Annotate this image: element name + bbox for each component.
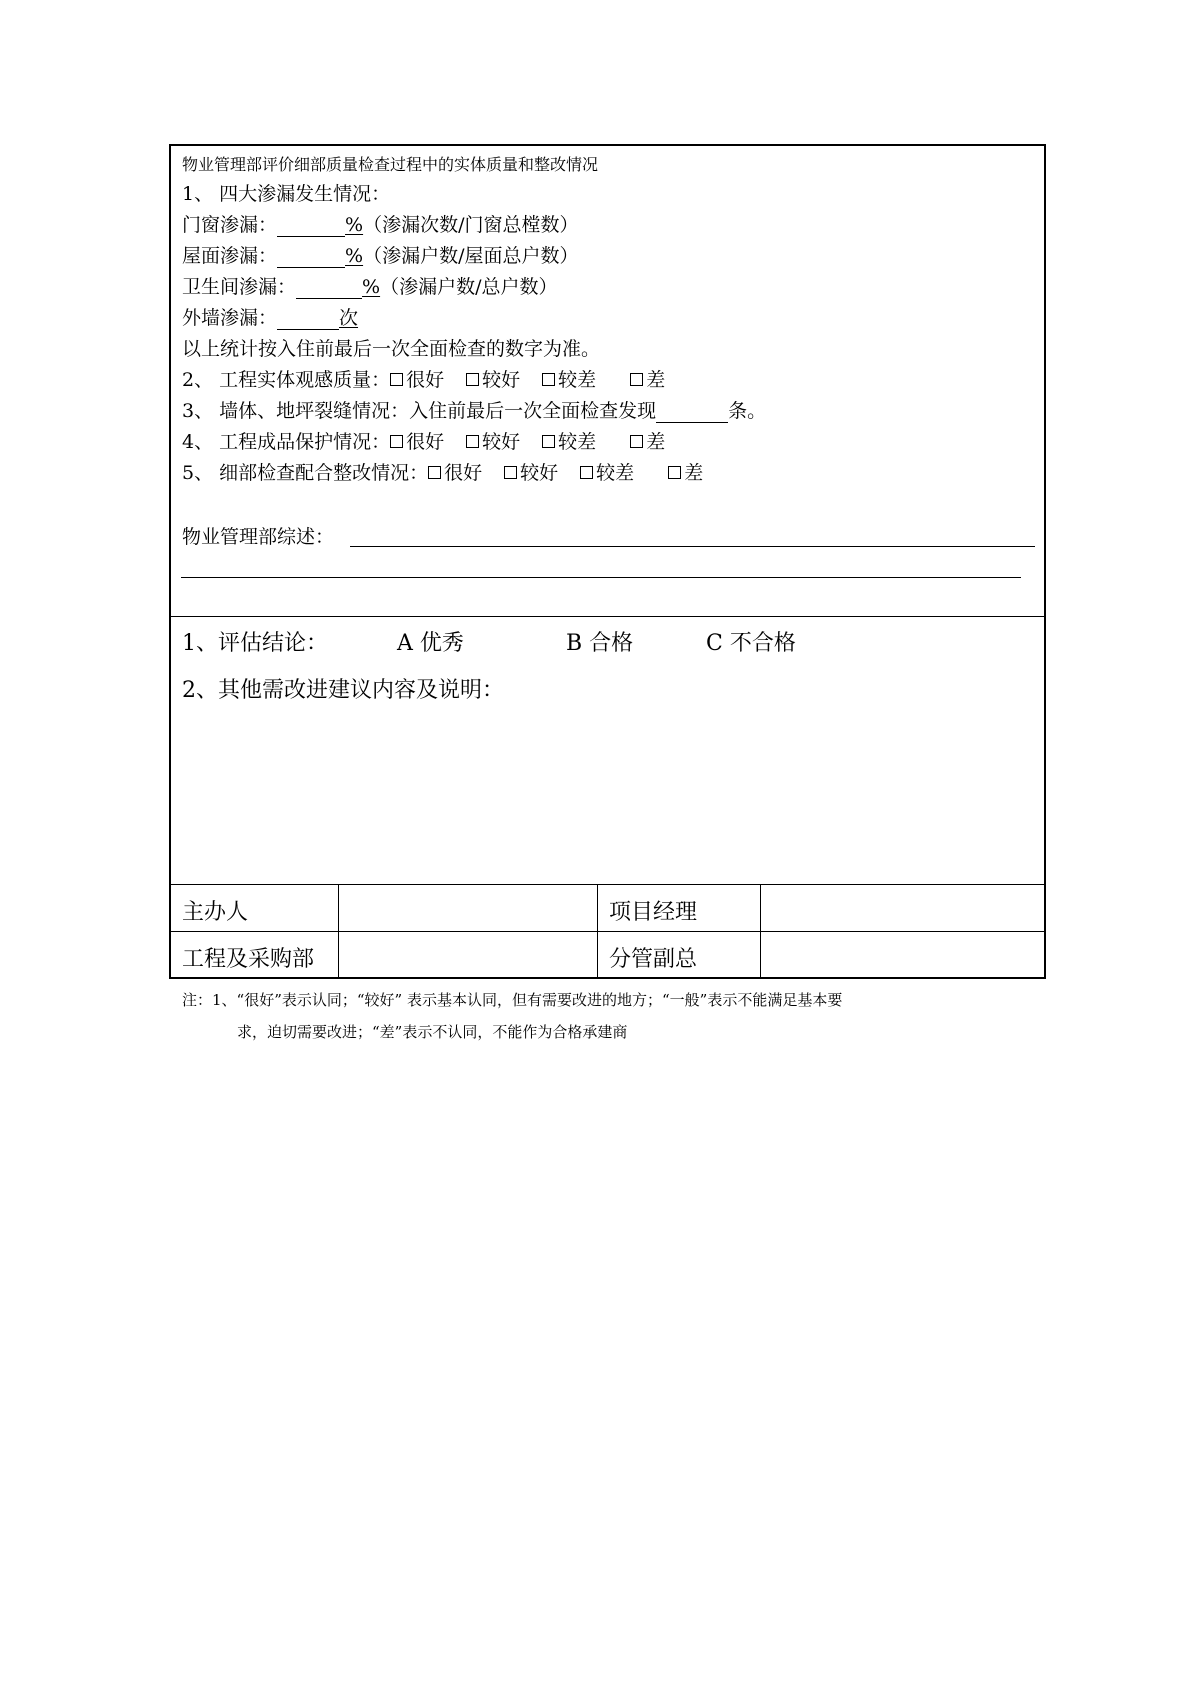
crack-unit: 条。 — [728, 400, 767, 422]
deputy-gm-label: 分管副总 — [609, 947, 698, 972]
checkbox[interactable] — [542, 435, 555, 448]
appearance-quality-label: 2、 工程实体观感质量： — [182, 369, 391, 391]
option-bad[interactable]: 差 — [630, 368, 665, 392]
option-poor[interactable]: 较差 — [580, 461, 634, 485]
signature-row-divider — [169, 931, 1046, 932]
section-heading: 物业管理部评价细部质量检查过程中的实体质量和整改情况 — [182, 155, 599, 174]
roof-unit: % — [345, 245, 364, 267]
signature-divider — [169, 884, 1046, 885]
option-very-good[interactable]: 很好 — [390, 430, 444, 454]
bathroom-unit: % — [362, 276, 381, 298]
summary-input-line[interactable] — [350, 546, 1035, 547]
checkbox[interactable] — [466, 373, 479, 386]
bathroom-note: （渗漏户数/总户数） — [380, 276, 558, 298]
exterior-wall-leakage-input[interactable] — [277, 309, 339, 330]
checkbox[interactable] — [668, 466, 681, 479]
leakage-title: 1、 四大渗漏发生情况： — [182, 183, 391, 205]
door-window-leakage-row — [182, 213, 578, 237]
option-good[interactable]: 较好 — [466, 368, 520, 392]
summary-label: 物业管理部综述： — [182, 526, 335, 548]
engineering-dept-label: 工程及采购部 — [182, 947, 315, 972]
roof-leakage-label: 屋面渗漏： — [182, 245, 278, 267]
door-window-leakage-input[interactable] — [277, 216, 345, 237]
checkbox[interactable] — [630, 435, 643, 448]
option-poor[interactable]: 较差 — [542, 368, 596, 392]
crack-situation-row — [182, 399, 766, 423]
roof-leakage-row — [182, 244, 578, 268]
rectification-cooperation-row — [182, 461, 725, 485]
door-window-unit: % — [345, 214, 364, 236]
organizer-label: 主办人 — [182, 900, 249, 925]
organizer-signature-cell[interactable] — [340, 886, 595, 930]
crack-situation-label: 3、 墙体、地坪裂缝情况：入住前最后一次全面检查发现 — [182, 400, 657, 422]
bathroom-leakage-label: 卫生间渗漏： — [182, 276, 297, 298]
door-window-leakage-label: 门窗渗漏： — [182, 214, 278, 236]
option-bad[interactable]: 差 — [668, 461, 703, 485]
checkbox[interactable] — [390, 373, 403, 386]
exterior-wall-leakage-row — [182, 306, 358, 330]
option-bad[interactable]: 差 — [630, 430, 665, 454]
option-good[interactable]: 较好 — [466, 430, 520, 454]
signature-col-divider — [760, 884, 761, 979]
option-good[interactable]: 较好 — [504, 461, 558, 485]
option-very-good[interactable]: 很好 — [428, 461, 482, 485]
rectification-cooperation-label: 5、 细部检查配合整改情况： — [182, 462, 429, 484]
roof-leakage-input[interactable] — [277, 247, 345, 268]
checkbox[interactable] — [428, 466, 441, 479]
project-manager-signature-cell[interactable] — [762, 886, 1044, 930]
checkbox[interactable] — [542, 373, 555, 386]
exterior-wall-leakage-label: 外墙渗漏： — [182, 307, 278, 329]
checkbox[interactable] — [390, 435, 403, 448]
suggestion-label: 2、其他需改进建议内容及说明： — [182, 678, 504, 703]
product-protection-label: 4、 工程成品保护情况： — [182, 431, 391, 453]
statistics-basis-note: 以上统计按入住前最后一次全面检查的数字为准。 — [182, 338, 601, 360]
checkbox[interactable] — [630, 373, 643, 386]
conclusion-option-a[interactable]: A 优秀 — [397, 631, 464, 656]
engineering-dept-signature-cell[interactable] — [340, 933, 595, 977]
signature-col-divider — [597, 884, 598, 979]
door-window-note: （渗漏次数/门窗总樘数） — [363, 214, 579, 236]
checkbox[interactable] — [580, 466, 593, 479]
conclusion-option-c[interactable]: C 不合格 — [706, 631, 796, 656]
section-divider — [169, 616, 1046, 617]
conclusion-label: 1、评估结论： — [182, 631, 328, 656]
suggestion-area[interactable] — [182, 712, 1032, 872]
exterior-wall-unit: 次 — [339, 307, 359, 329]
conclusion-option-b[interactable]: B 合格 — [566, 631, 634, 656]
project-manager-label: 项目经理 — [609, 900, 698, 925]
bathroom-leakage-input[interactable] — [296, 278, 362, 299]
appearance-quality-row — [182, 368, 687, 392]
option-poor[interactable]: 较差 — [542, 430, 596, 454]
footnote-line-1: 注：1、“很好”表示认同；“较好” 表示基本认同，但有需要改进的地方；“一般”表示不能满足基本要 — [182, 991, 843, 1009]
deputy-gm-signature-cell[interactable] — [762, 933, 1044, 977]
roof-note: （渗漏户数/屋面总户数） — [363, 245, 579, 267]
bathroom-leakage-row — [182, 275, 557, 299]
signature-col-divider — [338, 884, 339, 979]
checkbox[interactable] — [504, 466, 517, 479]
checkbox[interactable] — [466, 435, 479, 448]
crack-count-input[interactable] — [656, 402, 728, 423]
product-protection-row — [182, 430, 687, 454]
footnote-line-2: 求，迫切需要改进；“差”表示不认同，不能作为合格承建商 — [237, 1023, 628, 1041]
summary-input-line[interactable] — [181, 577, 1021, 578]
option-very-good[interactable]: 很好 — [390, 368, 444, 392]
